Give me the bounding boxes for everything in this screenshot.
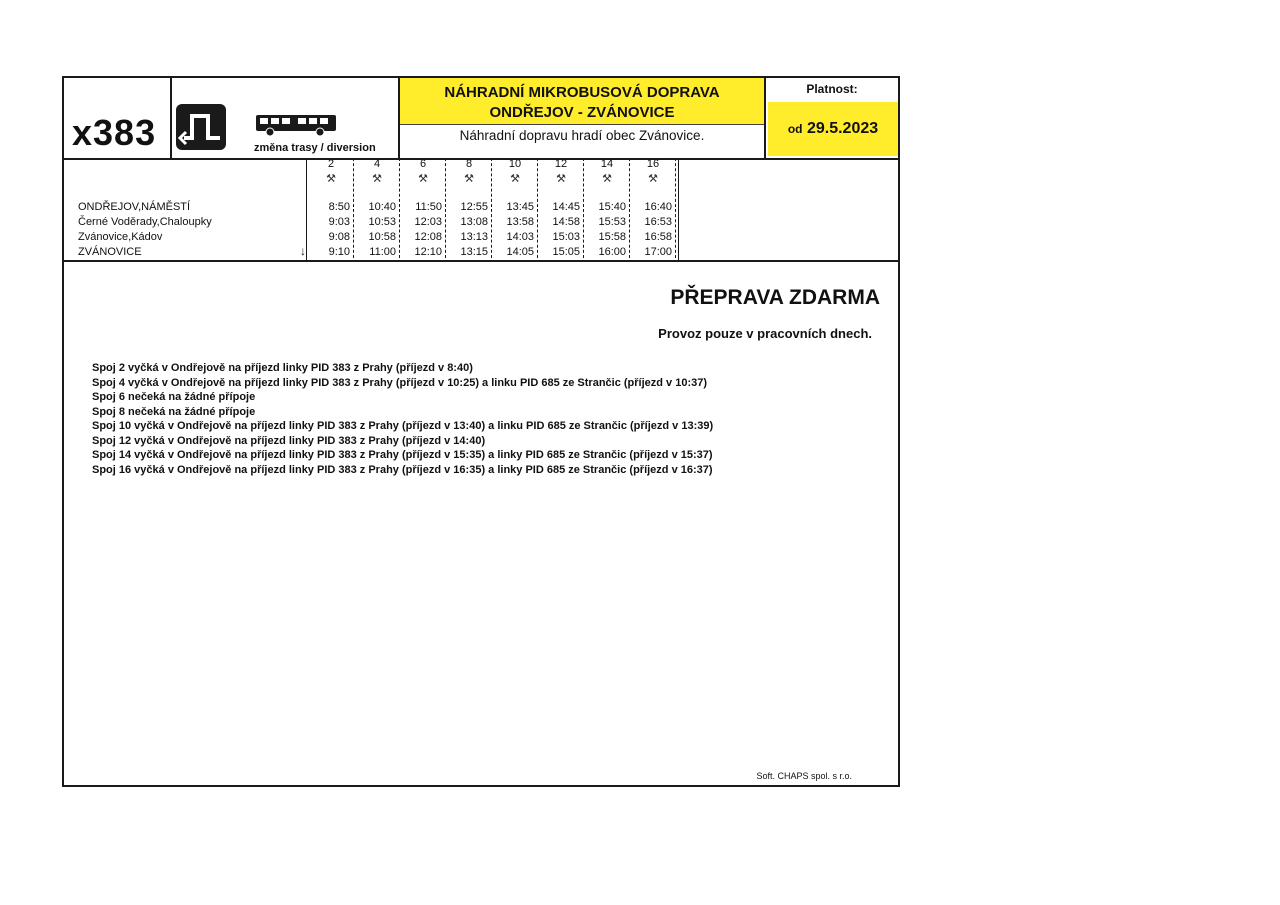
- departure-time: 13:13: [460, 231, 488, 243]
- trip-column: [492, 158, 538, 258]
- trip-number: 8: [465, 158, 473, 170]
- timetable-header: [64, 78, 898, 160]
- connection-note: Spoj 10 vyčká v Ondřejově na příjezd linky PID 383 z Prahy (příjezd v 13:40) a linku PID 685 ze Strančic (příjezd v 13:39): [92, 420, 714, 432]
- departure-time: 10:53: [368, 216, 396, 228]
- timetable-sheet: [62, 76, 900, 787]
- departure-time: 15:03: [552, 231, 580, 243]
- departure-time: 15:58: [598, 231, 626, 243]
- trips-end-separator: [678, 158, 679, 260]
- trip-column: [400, 158, 446, 258]
- departure-time: 12:08: [414, 231, 442, 243]
- departure-time: 15:53: [598, 216, 626, 228]
- validity-label: Platnost:: [806, 82, 858, 96]
- workday-hammer-icon: ⚒: [556, 173, 566, 185]
- title-line-2: ONDŘEJOV - ZVÁNOVICE: [489, 104, 675, 121]
- trip-number: 16: [646, 158, 660, 170]
- arrow-down-icon: ↓: [300, 244, 306, 258]
- departure-time: 9:03: [328, 216, 350, 228]
- trip-number: 14: [600, 158, 614, 170]
- workday-hammer-icon: ⚒: [326, 173, 336, 185]
- departure-time: 16:53: [644, 216, 672, 228]
- departure-time: 13:15: [460, 246, 488, 258]
- trip-column: [538, 158, 584, 258]
- trip-column: [308, 158, 354, 258]
- workdays-note: Provoz pouze v pracovních dnech.: [658, 326, 872, 341]
- trip-column: [584, 158, 630, 258]
- validity-prefix: od: [787, 122, 803, 136]
- departure-time: 15:40: [598, 201, 626, 213]
- validity-date: 29.5.2023: [806, 120, 879, 137]
- trip-column: [354, 158, 400, 258]
- workday-hammer-icon: ⚒: [648, 173, 658, 185]
- connection-note: Spoj 6 nečeká na žádné přípoje: [92, 391, 256, 403]
- trip-number: 4: [373, 158, 381, 170]
- trip-number: 6: [419, 158, 427, 170]
- departure-time: 11:50: [415, 201, 442, 213]
- departure-time: 9:10: [328, 246, 350, 258]
- trip-number: 10: [508, 158, 522, 170]
- departure-time: 13:45: [506, 201, 534, 213]
- title-banner: [400, 78, 764, 125]
- timetable-grid: [64, 158, 898, 262]
- workday-hammer-icon: ⚒: [602, 173, 612, 185]
- validity-value: [768, 120, 898, 138]
- departure-time: 13:58: [506, 216, 534, 228]
- stop-name: ONDŘEJOV,NÁMĚSTÍ: [78, 201, 191, 213]
- departure-time: 11:00: [369, 246, 396, 258]
- footer-credit: Soft. CHAPS spol. s r.o.: [756, 771, 852, 781]
- title-cell: [400, 78, 766, 158]
- departure-time: 12:55: [460, 201, 488, 213]
- workday-hammer-icon: ⚒: [510, 173, 520, 185]
- trip-column-separator: [675, 158, 676, 258]
- validity-cell: [766, 78, 898, 158]
- connection-note: Spoj 16 vyčká v Ondřejově na příjezd linky PID 383 z Prahy (příjezd v 16:35) a linky PID 685 ze Strančic (příjezd v 16:37): [92, 463, 713, 476]
- diversion-cell: [172, 78, 400, 158]
- workday-hammer-icon: ⚒: [372, 173, 382, 185]
- stop-name: Černé Voděrady,Chaloupky: [78, 216, 212, 228]
- departure-time: 14:03: [506, 231, 534, 243]
- departure-time: 10:40: [368, 201, 396, 213]
- connection-note: Spoj 4 vyčká v Ondřejově na příjezd linky PID 383 z Prahy (příjezd v 10:25) a linku PID 685 ze Strančic (příjezd v 10:37): [92, 376, 708, 389]
- departure-time: 9:08: [328, 231, 350, 243]
- departure-time: 17:00: [644, 246, 672, 258]
- departure-time: 16:00: [598, 246, 626, 258]
- workday-hammer-icon: ⚒: [418, 173, 428, 185]
- workday-hammer-icon: ⚒: [464, 173, 474, 185]
- departure-time: 10:58: [368, 231, 396, 243]
- departure-time: 14:45: [552, 201, 580, 213]
- stop-name: ZVÁNOVICE: [78, 246, 142, 258]
- departure-time: 12:10: [414, 246, 442, 258]
- bus-icon: [254, 112, 338, 138]
- departure-time: 14:58: [552, 216, 580, 228]
- departure-time: 13:08: [460, 216, 488, 228]
- trip-column: [630, 158, 676, 258]
- stop-name: Zvánovice,Kádov: [78, 231, 163, 243]
- connection-note: Spoj 12 vyčká v Ondřejově na příjezd linky PID 383 z Prahy (příjezd v 14:40): [92, 434, 486, 447]
- trip-number: 2: [327, 158, 335, 170]
- free-transport-heading: PŘEPRAVA ZDARMA: [670, 286, 880, 309]
- validity-box: [768, 102, 898, 156]
- departure-time: 12:03: [414, 216, 442, 228]
- line-number: x383: [72, 112, 157, 153]
- departure-time: 16:58: [644, 231, 672, 243]
- line-number-cell: [64, 78, 172, 158]
- connection-note: Spoj 2 vyčká v Ondřejově na příjezd linky PID 383 z Prahy (příjezd v 8:40): [92, 362, 473, 374]
- connection-note: Spoj 8 nečeká na žádné přípoje: [92, 405, 256, 418]
- stops-column-separator: [306, 158, 307, 260]
- connection-note: Spoj 14 vyčká v Ondřejově na příjezd linky PID 383 z Prahy (příjezd v 15:35) a linky PID 685 ze Strančic (příjezd v 15:37): [92, 449, 713, 461]
- departure-time: 8:50: [328, 201, 350, 213]
- connection-notes: [92, 362, 713, 478]
- subtitle: Náhradní dopravu hradí obec Zvánovice.: [459, 128, 705, 143]
- departure-time: 16:40: [644, 201, 672, 213]
- diversion-icon: [176, 104, 226, 150]
- title-line-1: NÁHRADNÍ MIKROBUSOVÁ DOPRAVA: [444, 84, 720, 101]
- departure-time: 14:05: [506, 246, 534, 258]
- trip-number: 12: [554, 158, 568, 170]
- departure-time: 15:05: [552, 246, 580, 258]
- trip-column: [446, 158, 492, 258]
- diversion-label: změna trasy / diversion: [254, 142, 376, 154]
